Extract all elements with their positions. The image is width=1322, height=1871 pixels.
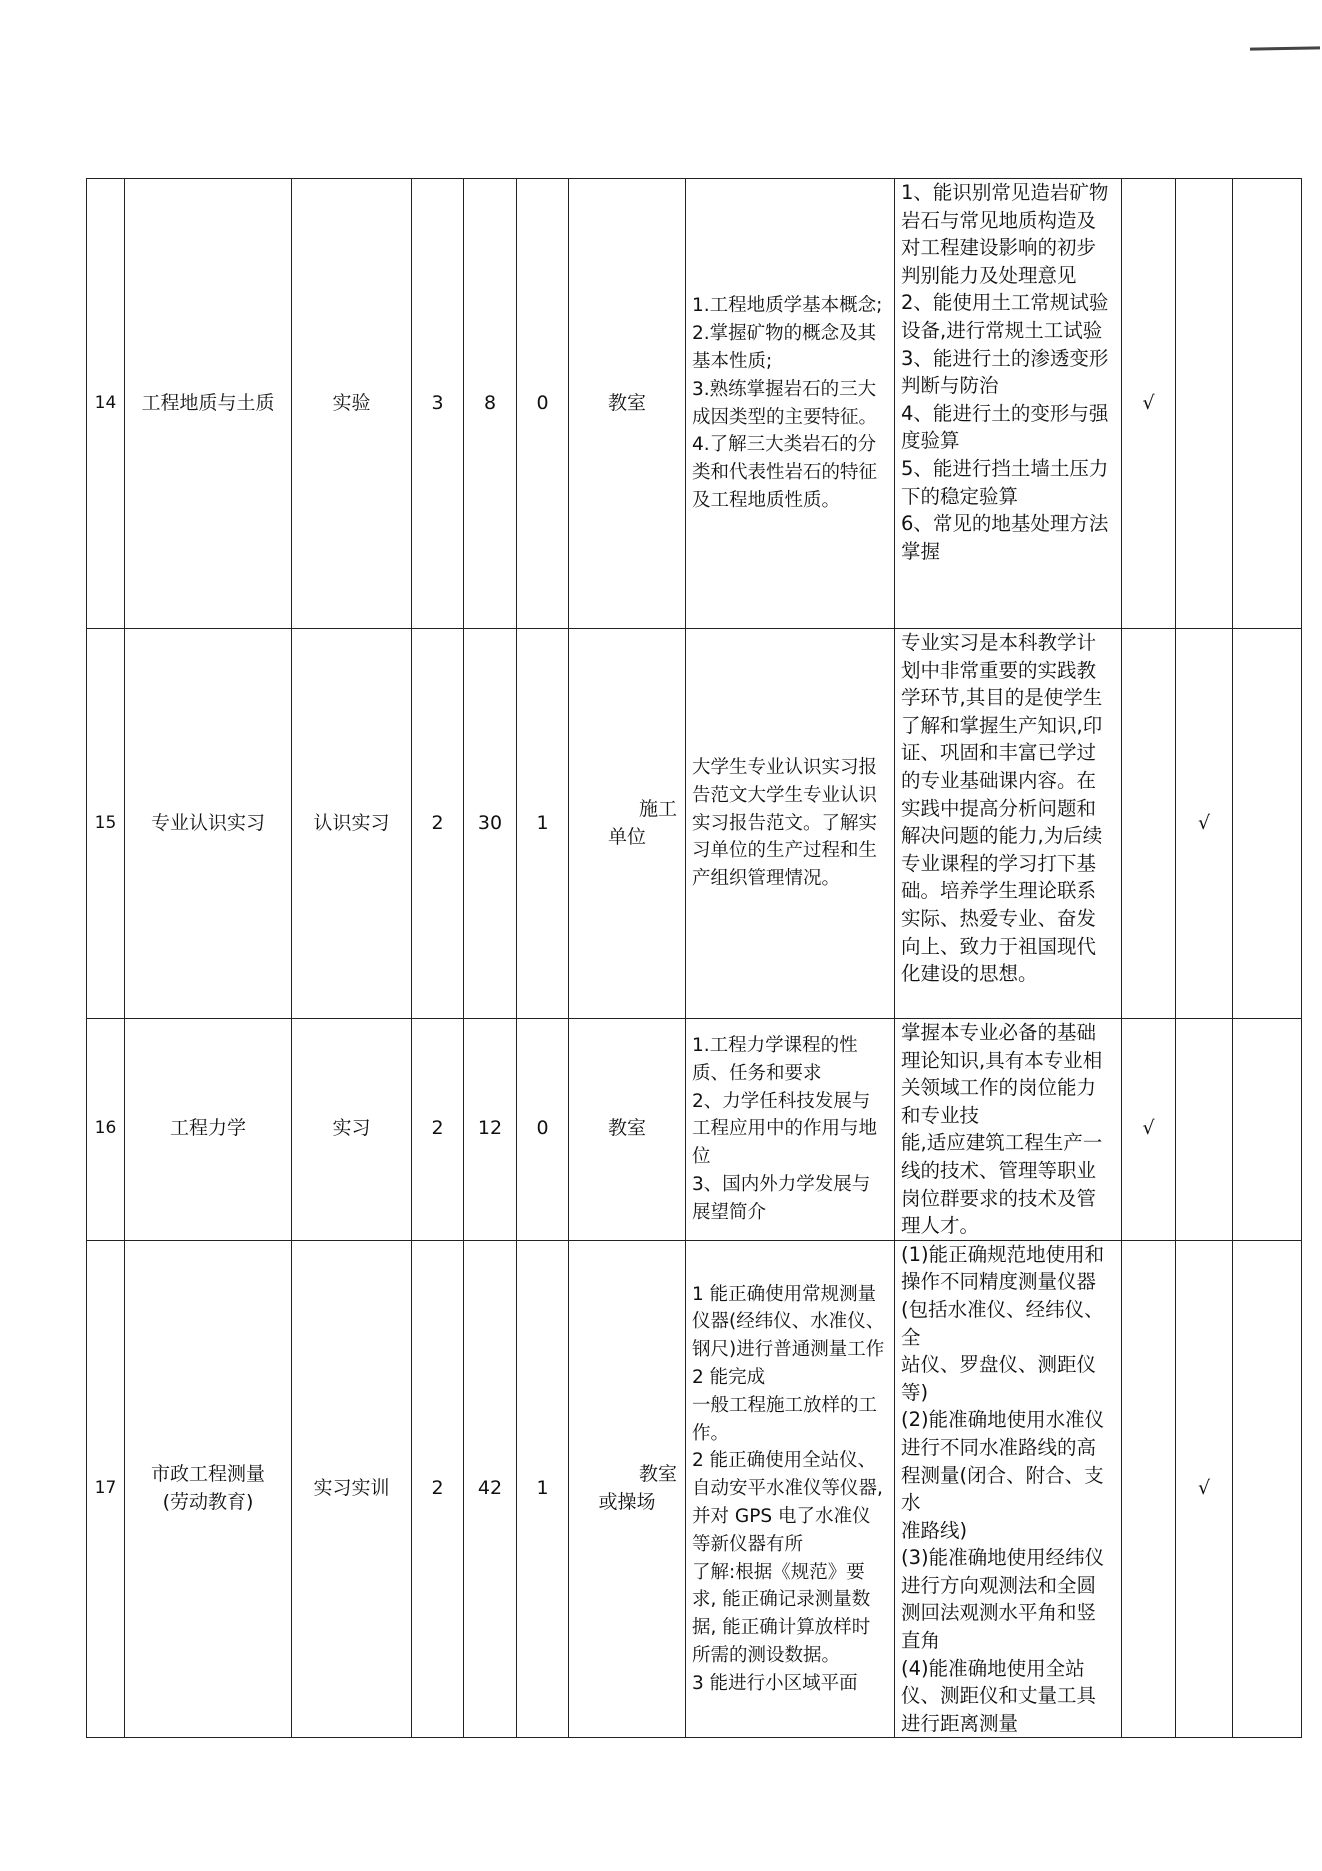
row-index: 17 bbox=[87, 1240, 125, 1738]
row-index: 16 bbox=[87, 1019, 125, 1241]
checkmark-cell: √ bbox=[1122, 1019, 1176, 1241]
course-name: 工程地质与土质 bbox=[125, 179, 292, 629]
hours: 8 bbox=[464, 179, 517, 629]
course-goals bbox=[895, 1019, 1122, 1241]
row-index: 15 bbox=[87, 629, 125, 1019]
content-paragraph: 了解:根据《规范》要求, 能正确记录测量数据, 能正确计算放样时所需的测设数据。 bbox=[692, 1561, 871, 1666]
checkmark-cell bbox=[1176, 179, 1233, 629]
location: 教室 bbox=[569, 179, 686, 629]
credits: 2 bbox=[412, 629, 464, 1019]
content-paragraph: 大学生专业认识实习报告范文大学生专业认识实习报告范文。了解实习单位的生产过程和生产组织管理情况。 bbox=[692, 757, 878, 890]
weeks: 1 bbox=[517, 629, 569, 1019]
location-line: 施工 bbox=[638, 797, 677, 820]
course-content bbox=[686, 1019, 895, 1241]
empty-cell bbox=[1233, 629, 1302, 1019]
goal-item: 准路线) bbox=[901, 1518, 968, 1542]
checkmark-cell bbox=[1176, 1019, 1233, 1241]
table-row bbox=[87, 629, 1302, 1019]
goal-item: 5、能进行挡土墙土压力下的稳定验算 bbox=[901, 456, 1109, 508]
weeks: 0 bbox=[517, 179, 569, 629]
checkmark-cell: √ bbox=[1122, 179, 1176, 629]
content-paragraph: 3.熟练掌握岩石的三大成因类型的主要特征。 bbox=[692, 378, 878, 428]
content-paragraph: 2、力学任科技发展与工程应用中的作用与地位 bbox=[692, 1090, 878, 1168]
location-line: 单位 bbox=[607, 825, 646, 848]
table-row bbox=[87, 179, 1302, 629]
checkmark-cell bbox=[1122, 1240, 1176, 1738]
credits: 2 bbox=[412, 1019, 464, 1241]
credits: 2 bbox=[412, 1240, 464, 1738]
table-row bbox=[87, 1240, 1302, 1738]
content-paragraph: 1.工程地质学基本概念;2.掌握矿物的概念及其基本性质; bbox=[692, 295, 883, 372]
course-type: 实习 bbox=[292, 1019, 412, 1241]
goal-item: (2)能准确地使用水准仪进行不同水准路线的高程测量(闭合、附合、支水 bbox=[901, 1408, 1105, 1515]
course-name: 工程力学 bbox=[125, 1019, 292, 1241]
goal-item: 2、能使用土工常规试验设备,进行常规土工试验 bbox=[901, 291, 1109, 342]
location-line: 或操场 bbox=[598, 1491, 656, 1514]
goal-item: 站仪、罗盘仪、测距仪等) bbox=[901, 1353, 1097, 1404]
course-goals bbox=[895, 1240, 1122, 1738]
course-name: 专业认识实习 bbox=[125, 629, 292, 1019]
goal-item: 1、能识别常见造岩矿物岩石与常见地质构造及对工程建设影响的初步判别能力及处理意见 bbox=[901, 181, 1109, 287]
table-row bbox=[87, 1019, 1302, 1241]
content-paragraph: 2 能正确使用全站仪、自动安平水准仪等仪器,并对 GPS 电了水准仪等新仪器有所 bbox=[692, 1450, 883, 1555]
course-type: 实习实训 bbox=[292, 1240, 412, 1738]
location: 教室 bbox=[569, 1019, 686, 1241]
empty-cell bbox=[1233, 1240, 1302, 1738]
location bbox=[569, 1240, 686, 1738]
course-name-line: (劳动教育) bbox=[162, 1491, 254, 1514]
location bbox=[569, 629, 686, 1019]
goal-item: 专业实习是本科教学计划中非常重要的实践教学环节,其目的是使学生了解和掌握生产知识,印证、巩固和丰富已学过的专业基础课内容。在实践中提高分析问题和解决问题的能力,为后续专业课程的学习打下基础。培养学生理论联系实际、热爱专业、奋发向上、致力于祖国现代化建设的思想。 bbox=[901, 631, 1103, 986]
content-paragraph: 3 能进行小区域平面 bbox=[692, 1672, 858, 1694]
goal-item: (4)能准确地使用全站仪、测距仪和丈量工具进行距离测量 bbox=[901, 1656, 1097, 1735]
course-type: 实验 bbox=[292, 179, 412, 629]
course-name bbox=[125, 1240, 292, 1738]
goal-item: (3)能准确地使用经纬仪进行方向观测法和全圆测回法观测水平角和竖直角 bbox=[901, 1546, 1105, 1653]
weeks: 1 bbox=[517, 1240, 569, 1738]
hours: 12 bbox=[464, 1019, 517, 1241]
course-goals bbox=[895, 179, 1122, 629]
content-paragraph: 1.工程力学课程的性质、任务和要求 bbox=[692, 1035, 858, 1084]
course-name-line: 市政工程测量 bbox=[150, 1463, 265, 1486]
row-index: 14 bbox=[87, 179, 125, 629]
checkmark-cell bbox=[1122, 629, 1176, 1019]
course-content bbox=[686, 1240, 895, 1738]
goal-item: 能,适应建筑工程生产一线的技术、管理等职业岗位群要求的技术及管理人才。 bbox=[901, 1131, 1103, 1238]
content-paragraph: 4.了解三大类岩石的分类和代表性岩石的特征及工程地质性质。 bbox=[692, 434, 878, 511]
course-goals bbox=[895, 629, 1122, 1019]
course-content bbox=[686, 629, 895, 1019]
empty-cell bbox=[1233, 179, 1302, 629]
course-type: 认识实习 bbox=[292, 629, 412, 1019]
goal-item: 3、能进行土的渗透变形判断与防治 bbox=[901, 346, 1109, 398]
credits: 3 bbox=[412, 179, 464, 629]
hours: 30 bbox=[464, 629, 517, 1019]
checkmark-cell: √ bbox=[1176, 629, 1233, 1019]
content-paragraph: 一般工程施工放样的工作。 bbox=[692, 1394, 878, 1444]
location-line: 教室 bbox=[638, 1463, 677, 1486]
goal-item: 掌握本专业必备的基础理论知识,具有本专业相关领域工作的岗位能力和专业技 bbox=[901, 1021, 1103, 1127]
course-table bbox=[86, 178, 1302, 1738]
empty-cell bbox=[1233, 1019, 1302, 1241]
hours: 42 bbox=[464, 1240, 517, 1738]
checkmark-cell: √ bbox=[1176, 1240, 1233, 1738]
goal-item: 4、能进行土的变形与强度验算 bbox=[901, 401, 1109, 453]
content-paragraph: 3、国内外力学发展与展望简介 bbox=[692, 1174, 871, 1223]
course-content bbox=[686, 179, 895, 629]
content-paragraph: 1 能正确使用常规测量仪器(经纬仪、水准仪、钢尺)进行普通测量工作 2 能完成 bbox=[692, 1283, 885, 1388]
goal-item: 6、常见的地基处理方法掌握 bbox=[901, 512, 1109, 563]
weeks: 0 bbox=[517, 1019, 569, 1241]
scan-artifact-line bbox=[1250, 46, 1320, 50]
goal-item: (1)能正确规范地使用和操作不同精度测量仪器(包括水准仪、经纬仪、全 bbox=[901, 1242, 1105, 1349]
